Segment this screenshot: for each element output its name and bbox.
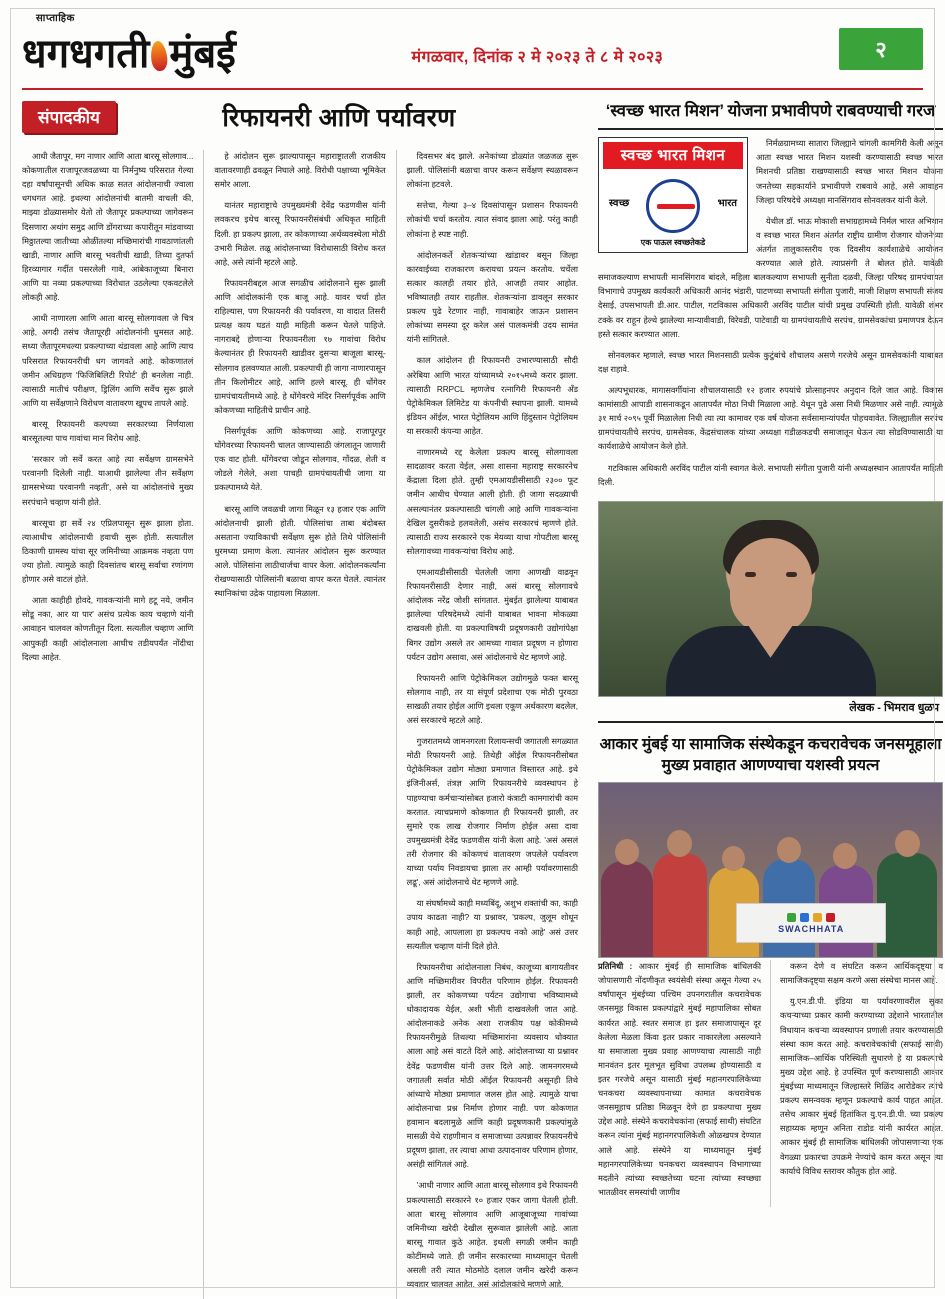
paragraph: रिफायनरीचा आंदोलनाला निबंध, काजूच्या बागायतीवर आणि मच्छिमारीवर विपरीत परिणाम होईल. रिफायनरी झाली, तर कोकणच्या पर्यटन उद्योगाचा भविष्यामध्ये धोकादायक येईल, अशी भीती दाखवलेली जात आहे. आंदोलनाकडे अनेक अशा राजकीय पक्ष कोकीमध्ये रिफायनरीमुळे तिथल्या मच्छिमारांना व्यवसाय धोक्यात आला आहे असं वाटते दिले आहे. आंदोलनाच्या या प्रश्नावर देवेंद्र फडणवीस यांनी उत्तर दिले आहे. जामनगरमध्ये जगातली सर्वात मोठी ऑईल रिफायनरी असूनही तिथे आंध्याचे मोठ्या प्रमाणात जलस होत आहे. त्यामुळे याचा आंदोलनाचा प्रश्न निर्माण होणार नाही. पण कोकणात हवामान बदलामुळे आणि काही प्रदूषणकारी प्रकल्पांमुळे मासळी येथे राहणीमान व समाजाच्या उत्पन्नावर रिफायनरीचे प्रदूषण झाला, तर त्याचा आधा उत्पादनावर परिणाम होणार, असंही सांगितलं आहे.	[406, 962, 579, 1170]
person-head	[722, 846, 745, 871]
editorial-column-1	[22, 150, 193, 1299]
editorial-tag: संपादकीय	[22, 101, 116, 133]
article2-divider-top	[598, 721, 943, 723]
paragraph: आंदोलनकर्ते शेतकऱ्यांच्या खांडावर बसून जिल्हा कारवाईच्या राजकारण करायचा प्रयत्न करतोय. चर्चेला सत्कार कालही तयार होते, आजही तयार आहोत. भविष्यातही तयार राहतील. शेतकऱ्यांना डावलून सरकार प्रकल्प पुढे रेटणार नाही, गावाबाहेर जाऊन प्रशासन लोकांच्या समस्या दूर करेल असं पालकमंत्री उदय सामंत यांनी सांगितले.	[406, 250, 579, 345]
right-section	[598, 100, 943, 1268]
paragraph: निर्मळग्रामच्या सातारा जिल्ह्याने चांगली कामगिरी केली असून आता स्वच्छ भारत मिशन यशस्वी करण्यासाठी स्वच्छ भारत मिशनची प्रतिष्ठा राखण्यासाठी स्वच्छ भारत मिशन योजना जनतेच्या सहकार्याने प्रभावीपणे राबवावे आहे, असे आवाहन जिल्हा परिषदेचे अध्यक्षा मानसिंगराव सोनवलकर यांनी केले.	[756, 139, 943, 205]
article1-divider	[598, 128, 943, 130]
paragraph: येथील डॉ. भाऊ मोकाशी सभाग्रहामध्ये निर्मल भारत अभियान व स्वच्छ भारत मिशन अंतर्गत राष्ट्रीय ग्रामीण रोजगार योजनेच्या अंतर्गत तालुकास्तरीय एक दिवसीय कार्यशाळेचे आयोजन करण्यात आले होते. त्याप्रसंगी ते बोलत होते. यावेळी समाजकल्याण सभापती मानसिंगराव बांदले, महिला बालकल्याण सभापती सुनीता दळवी, जिल्हा परिषद ग्रामपंचायत विभागाचे उपमुख्य कार्यकारी अधिकारी आनंद भंडारी, पाटणच्या सभापती संगीता पुजारी, माजी शिक्षण सभापती संजय देसाई, उपसभापती डी.आर. पाटील, गटविकास अधिकारी अरविंद पाटील यांची प्रमुख उपस्थिती होती. यावेळी शंभर टक्के वर राहून हेल्थे झालेल्या मान्यावीवाडी, विरेवडी, पाटेवाडी या ग्रामपंचायतीचे सरपंच, ग्रामसेवकांचा प्रमाणपत्र देऊन हस्ते सत्कार करण्यात आला.	[598, 216, 943, 339]
paragraph: अल्पभूधारक, मागासवर्गीयांना शौचालयासाठी १२ हजार रुपयांचे प्रोत्साहनपर अनुदान दिले जात आहे. विकास कामांसाठी आपाडी शासनाकडून आतापर्यंत मोठा निधी मिळाला आहे. येथून पुढे असा निधी मिळणार असे नाही. त्यामुळे ३१ मार्च २०९५ पूर्वी मिळालेला निधी त्या त्या कामावर एक वर्ष योजना सर्वसामान्यांपर्यंत पोहचवावेत. जिल्ह्यातील सरपंच ग्रामपंचायतीचे सरपंच, ग्रामसेवक, केंद्रसंचालक यांच्या अध्यक्षा गडीळकडची समाजातून धेऊन त्या सोडविण्यासाठी या कार्यशाळेचे आयोजन केले होते.	[598, 386, 943, 452]
page-content	[22, 100, 943, 1290]
paragraph: हे आंदोलन सुरू झाल्यापासून महाराष्ट्रातली राजकीय वातावरणाही ढवळून निघाले आहे. विरोधी पक्षाच्या भूमिकेत समोर आला.	[214, 152, 386, 190]
paragraph: गुजरातमध्ये जामनगरला रिलायन्सची जगातली सगळ्यात मोठी रिफायनरी आहे. तिथेही ऑईल रिफायनरीसोबत पेट्रोकेमिकल उद्योग मोठ्या प्रमाणात विस्तारत आहे. इथे इंजिनीअर्स, तंत्रज्ञ आणि रिफायनरीचे व्यवस्थापन हे पाहण्याचा कर्मचाऱ्यांसोबत हजारो कंत्राटी कामगारांची काम करतात. त्याचप्रमाणे कोकणात ही रिफायनरी झाली, तर सुमारे एक लाख रोजगार निर्माण होईल असा दावा उपमुख्यमंत्री देवेंद्र फडणवीस यांनी केला आहे. 'असं असलं तरी रोजगार की कोकणचं वातावरण जपलेले पर्यावरण याच्या पर्याय निवडायचा झाला तर आम्ही पर्यावरणासाठी लढू', असं आंदोलनाचे थेट म्हणणे आहे.	[406, 737, 579, 888]
spectacles-icon	[603, 169, 743, 235]
article2-headline: आकार मुंबई या सामाजिक संस्थेकडून कचरावेचक जनसमूहाला मुख्य प्रवाहात आणण्याचा यशस्वी प्रयत्न	[599, 735, 942, 775]
column-divider	[770, 960, 771, 1207]
masthead-title	[22, 13, 236, 76]
person-head	[667, 830, 692, 857]
paragraph: यानंतर महाराष्ट्राचे उपमुख्यमंत्री देवेंद्र फडणवीस यांनी लवकरच इथेच बारसू रिफायनरीसंबंधी अधिकृत माहिती दिली. हा प्रकल्प झाला, तर कोकणाच्या अर्थव्यवस्थेला मोठी उभारी मिळेल. तळू आंदोलनाच्या विरोधासाठी विरोध करत आहे, असे त्यांनी म्हटले आहे.	[214, 201, 386, 267]
masthead-title-part2: मुंबई	[169, 32, 236, 76]
masthead-logo	[22, 13, 236, 76]
paragraph: दिवसभर बंद झाले. अनेकांच्या डोळ्यांत जळजळ सुरू झाली. पोलिसांनी बळाचा वापर करून सर्वेक्षण स्थळावरून लोकांना हटवले.	[406, 152, 579, 190]
paragraph: यु.एन.डी.पी. इंडिया या पर्यावरणावरील सुका कचऱ्याच्या प्रकार कामी करण्याच्या उद्देशाने भारतातील विधायान कचऱ्या व्यवस्थापन प्रणाली तयार करण्यासाठी संस्था काम करत आहे. कचरावेचकांची (सफाई साथी) सामाजिक–आर्थिक परिस्थिती सुधारणे हे या प्रकल्पाचे मुख्य उद्देश आहे. हे उपस्थित पूर्ण करण्यासाठी आकार मुंबईच्या माध्यमातून जिल्हास्तरे मिळिंद आरोडेकर त्यांचे प्रकल्प समन्वयक म्हणून प्रकल्पाचे कार्य पाहत आहेत. तसेच आकार मुंबई हितांकित यु.एन.डी.पी. च्या प्रकल्प सहाय्यक म्हणून अनिता राडोड यांनी कार्यरत आहेत. आकार मुंबई ही सामाजिक बांधिलकी जोपासणाऱ्या एक वेगळ्या प्रकारचा उपक्रमे नेण्यांचे काम करत असून त्या कार्याचे विविध स्तरावर कौतुक होत आहे.	[779, 997, 943, 1176]
paragraph: नाणारमध्ये रद्द केलेला प्रकल्प बारसू सोलगावला सादळावर करता येईल, असा शासना महाराष्ट्र सरकारनेच केंद्राला दिला होते. तुम्ही एमआयडीसीसाठी २३०० फूट जमीन आधीच घेण्यात आली होती. ही जागा सदळ्याची असल्यानंतर प्रकल्पासाठी चांगली आहे आणि गावकऱ्यांना देखिल दुसरीकडे हलवलेली, असंच सरकारचं म्हणणे होते. त्यासाठी राज्य सरकारने एक मेयव्या याचा गोपटीला बारसू सोलगावच्या गावकऱ्यांचा विरोध आहे.	[406, 448, 579, 556]
column-divider	[396, 150, 397, 1299]
flame-icon	[150, 40, 169, 72]
paragraph: गटविकास अधिकारी अरविंद पाटील यांनी स्वागत केले. सभापती संगीता पुजारी यांनी अध्यक्षस्थान आतापर्यंत माहिती दिली.	[598, 463, 943, 487]
paragraph: आधी जैतापूर, मग नाणार आणि आता बारसू सोलगाव... कोकणातील राजापूरजवळच्या या निर्मनुष्य परिसरात गेल्या दहा वर्षांपासूनची अधिक काळ सतत आंदोलनाची ज्वाला धगधगत आहे. इथल्या आंदोलनांची बातमी वाचली की, माझ्या डोळ्यासमोर येतो तो जैतापूर प्रकल्पाच्या जागेवरून दिसणारा अथांग समुद्र आणि डोंगराच्या कपारीतून मांडवाच्या मिठ्ठातल्या जातीच्या ओळींतल्या मच्छिमारांची गावठाणांतली खाडी, नाणार आणि बारसू भवतीची खाडी, तिच्या दुतर्फा हिरव्यागार गर्दीत पसरलेली गावे, आंबेकाजूच्या बिनारा आणि या नव्या प्रकल्पाच्या विरोधात उठलेल्या एकवटलेले लोकही आहे.	[22, 152, 194, 303]
right-eye	[786, 572, 797, 577]
person-head	[895, 830, 920, 857]
dot-red	[826, 913, 835, 922]
editorial-column-2	[214, 150, 385, 1299]
sbm-label: स्वच्छ भारत मिशन	[603, 142, 743, 169]
editorial-section	[22, 100, 579, 1290]
editorial-column-3	[407, 150, 578, 1299]
banner-text: SWACHHATA	[778, 923, 845, 934]
masthead-title-part1: धगधगती	[22, 32, 150, 76]
paragraph: रिफायनरीबद्दल आज सगळीच आंदोलनाने सुरू झाली आणि आंदोलकांनी एक बाजू आहे. यावर चर्चा होत राहिल्यास, पण रिफायनरी की पर्यावरण, या वादात तिसरी प्रत्यक्ष काय घडतं याही माहिती करून घेतले पाहिजे. नागराबद्दे होणाऱ्या रिफायनरीला १७ गावांचा विरोध केल्यानंतर ही रिफायनरी खाडीवर दुसऱ्या बाजूला बारसू-सोलगाव हलवण्यात आली. प्रकल्पाची ही जागा नाणारपासून तीन किलोमीटर आहे, आणि हल्ले बारसू. ही धोंगेवर ग्रामपंचायतीमध्ये आहे. हे धोंगेवरचे मंदिर निसर्गपूर्वक आणि कोकणच्या माहितीचे प्राचीन आहे.	[214, 278, 386, 415]
face-shape	[730, 538, 812, 634]
article2-column-1	[598, 960, 761, 1207]
person-head	[777, 837, 801, 863]
glasses-ring	[646, 179, 700, 233]
person-figure	[653, 853, 707, 957]
paragraph: आता काहीही होवदे, गावकऱ्यांनी मागे हटू नये, जमीन सोडू नका, आर या पार' असंच प्रत्येक काय चव्हाणे यांनी आवाहन चालवल कोणतीतून दिला. सत्यतील चव्हाण आणि आपुकही काही आंदोलनाला आघीच तडीयपर्यंत नोंदीचा दिल्या आहेत.	[22, 596, 194, 662]
person-head	[615, 839, 639, 865]
article2-columns	[598, 960, 943, 1207]
paragraph: करून देणे व संघटित करून आर्थिकदृष्ट्या व सामाजिकदृष्ट्या सक्षम करणे असा संस्थेचा मानस आहे.	[779, 962, 943, 986]
dot-blue	[800, 913, 809, 922]
masthead-subtitle: साप्ताहिक	[36, 13, 75, 24]
left-eye	[745, 572, 756, 577]
author-photo	[598, 501, 943, 697]
dot-green	[787, 913, 796, 922]
issue-date: मंगळवार, दिनांक २ मे २०२३ ते ८ मे २०२३	[411, 49, 664, 66]
paragraph: बारसू रिफायनरी कल्पच्या सरकारच्या निर्णयाला बारसूतल्या पाच गावांचा मान विरोध आहे.	[22, 419, 194, 444]
event-photo	[598, 782, 943, 958]
dot-yellow	[813, 913, 822, 922]
page-number-badge: २	[839, 28, 923, 70]
sbm-tagline: एक पाऊल स्वच्छतेकडे	[640, 238, 706, 248]
paragraph: एमआयडीसीसाठी घेतलेली जागा आणखी वाढवून रिफायनरीसाठी देणार नाही, असं बारसू सोलगावचे आंदोलक नरेंद्र जोशी सांगतात. मुंबईत झालेल्या याबाबत झालेल्या परिषदेमध्ये त्यांनी याबाबत भावना मोकळ्या दाखवली होती. या प्रकल्पाविषयी प्रदूषणकारी उद्योगांपेक्षा बिगर उद्योग असले तर आमच्या गावात प्रदूषण न होणारा पर्यटन उद्योग असावा, असं आंदोलनाचे थेट म्हणणे आहे.	[406, 567, 579, 662]
banner-dots	[787, 913, 835, 922]
paragraph: 'आधी नाणार आणि आता बारसू सोलगाव इथे रिफायनरी प्रकल्पासाठी सरकारने १० हजार एकर जागा घेतली होती. आता बारसू सोलगाव आणि आजूबाजूच्या गावांच्या जमिनीच्या खरेदी देखील सुरूवात झालेली आहे. आता बारसू गावात कुठे आहेत. इथली सगळी जमीन काही कोटींमध्ये जाते. ही जमीन सरकारच्या माध्यमातून घेतली असली तरी त्यात मोठमोठे दलाल जमीन खरेदी करून व्यवहार चालवत आहेत, असं आंदोलकांचे म्हणणे आहे.	[406, 1181, 579, 1290]
paragraph: काल आंदोलन ही रिफायनरी उभारण्यासाठी सौदी अरेबिया आणि भारत यांच्यामध्ये २०१५मध्ये करार झाला. त्यासाठी RRPCL म्हणजेच रत्नागिरी रिफायनरी अँड पेट्रोकेमिकल लिमिटेड या कंपनीची स्थापना झाली. यामध्ये इंडियन ऑईल, भारत पेट्रोलियम आणि हिंदुस्तान पेट्रोलियम या सरकारी कंपन्या आहेत.	[406, 356, 579, 436]
paragraph: आधी नाणारला आणि आता बारसू सोलगावला जे चित्र आहे, अगदी तसंच जैतापूरही आंदोलनांनी धुमसत आहे. सध्या जैतापूरमधल्या प्रकल्पाच्या थंडावला आहे आणि त्याच परिसरात रिफायनरीची धग जागवते आहे. कोकणातलं जमीन अधिग्रहण 'फिजिबिलिटी रिपोर्ट' ही बनलेला नाही. त्यासाठी मातीचं परीक्षण, ड्रिलिंग आणि सर्वेच सुरू झाले आणि या सर्वेक्षणाने विरोधण वातावरण खूपच तापले आहे.	[22, 314, 194, 408]
article2-column-2	[780, 960, 943, 1207]
credit-label: प्रतिनिधी :	[598, 962, 633, 972]
editorial-columns	[22, 150, 578, 1299]
person-head	[833, 843, 857, 869]
masthead	[22, 13, 923, 90]
article1-headline: ‘स्वच्छ भारत मिशन’ योजना प्रभावीपणे राबवण्याची गरज	[605, 102, 936, 120]
article1-body-wrap	[598, 137, 943, 497]
paragraph: बारसू आणि जवळची जागा मिळून १३ हजार एक आणि आंदोलनाची झाली होती. पोलिसांचा ताबा बंदोबस्त असताना ज्याविकाची सर्वेक्षण सुरू होते तिथे पोलिसांनी धुरमध्या प्रमाण केला. त्यानंतर आंदोलन सुरू करण्यात आले. पोलिसांना लाठीचार्जचा वापर केला. आंदोलनकर्त्यांना रोखण्यासाठी पोलिसांनी बळाचा वापर करत घेतले. त्यानंतर स्थानिकांचा उद्रेक पाहायला मिळाला.	[214, 504, 386, 599]
person-figure	[601, 861, 653, 957]
paragraph: 'सरकार जो सर्वे करत आहे त्या सर्वेक्षण ग्रामसभेने परवानगी दिलेली नाही. याआधी झालेल्या तीन सर्वेक्षण ग्रामसभेच्या परवानगी नव्हती', असे या आंदोलनांचे मुख्य सरपंचाने चव्हाण यांनी होते.	[22, 455, 194, 507]
paragraph: रिफायनरी आणि पेट्रोकेमिकल उद्योगमुळे फक्त बारसू सोलगाव नाही, तर या संपूर्ण प्रदेशाचा एक मोठी पुरवठा साखळी तयार होईल आणि इथला एकूण अर्थकारण बदलेल, असं सरकारचे म्हटले आहे.	[406, 673, 579, 726]
swachhata-banner	[736, 903, 886, 943]
editorial-title: रिफायनरी आणि पर्यावरण	[222, 104, 456, 132]
paragraph: बारसूचा हा सर्वे २४ एप्रिलपासून सुरू झाला होता. त्याआधीच आंदोलनाची हवाची सुरू होती. सत्यातील ठिकाणी ग्रामस्थ यांचा सूर जमिनीच्या आक्रमक नव्हता पण ज्या होतो. त्यामुळे काही दिवसांतच बारसू सर्वाचा रणांगण होणार असे वाटलं होते.	[22, 518, 194, 585]
paragraph: आकार मुंबई ही सामाजिक बांधिलकी जोपासणारी नोंदणीकृत स्वयंसेवी संस्था असून गेल्या २५ वर्षांपासून मुंबईच्या पश्चिम उपनगरातील कचरावेचक जनसमूह विकास प्रकल्पांद्वारे मुंबई महापालिका सोबत कार्यरत आहे. स्वतर समाज हा इतर समाजापासून दूर केलेला मेळला किंवा इतर प्रकार नाकारलेला असल्याने या समाजाला मुख्य प्रवाह आणण्याचा त्यासाठी नाही मानवंतन इतर मूलभूत सुविधा उपलब्ध होण्यासाठी व इतर गरजेचे असून यासाठी मुंबई महानगरपालिकेच्या चनकचरा व्यवस्थापनाच्या कामात कचरावेचक जनसमूहाच प्रतिष्ठा मिळवून देणे हा प्रकल्पाचा मुख्य उद्देश आहे. संस्थेने कचरावेचकांना (सफाई साथी) संघटित करून त्यांना मुंबई महानगरपालिकेशी ओळखपत्र देण्यात आले आहे. संस्थेने या माध्यमातून मुंबई महानगरपालिकेच्या घनकचरा व्यवस्थापन विभागाच्या मदतीने त्यांच्या स्वच्छतेच्या घटना त्यांच्या स्वच्छ्या भातळीवर समस्यांची जाणीव	[598, 962, 762, 1197]
column-divider	[203, 150, 204, 1299]
editorial-header	[22, 100, 578, 134]
author-caption: लेखक - भिमराव धुळप	[849, 701, 939, 714]
paragraph: सोनवलकर म्हणाले, स्वच्छ भारत मिशनसाठी प्रत्येक कुटुंबांचे शौचालय असणे गरजेचे असून ग्रामसेवकांनी याबाबत दक्ष राहावे.	[598, 350, 943, 374]
paragraph: निसर्गपूर्वक आणि कोकणच्या आहे. राजापूरपुर घोंगेवरच्या रिफायनरी चालत जाण्यासाठी जंगलातून जाणारी एक वाट होती. धोंगेवरचा जोडून सोलगाव, गोंदळ, शेती व जोडले गेलेले, अशा पाचही ग्रामपंचायतीची जागा या प्रकल्पामध्ये येते.	[214, 426, 386, 493]
paragraph: या संघर्षामध्ये काही मध्यबिंदू, अशुभ शक्तांची का, काही उपाय काढता नाही? या प्रश्नावर, 'प्रकल्प, जुलूम शोधून काही आहे, आपलाला हा प्रकल्पच नको आहे' असं उत्तर सत्यतील चव्हाण यांनी दिले होते.	[406, 899, 579, 951]
sbm-word-left: स्वच्छ	[609, 198, 630, 210]
paragraph: सत्तेचा, गेल्या ३–४ दिवसांपासून प्रशासन रिफायनरी लोकांची चर्चा करतोय. त्यात संवाद झाला आहे. परंतु काही लोकांना हे स्पष्ट नाही.	[406, 201, 579, 239]
sbm-word-right: भारत	[717, 198, 737, 210]
swachh-bharat-mission-logo	[598, 137, 748, 253]
